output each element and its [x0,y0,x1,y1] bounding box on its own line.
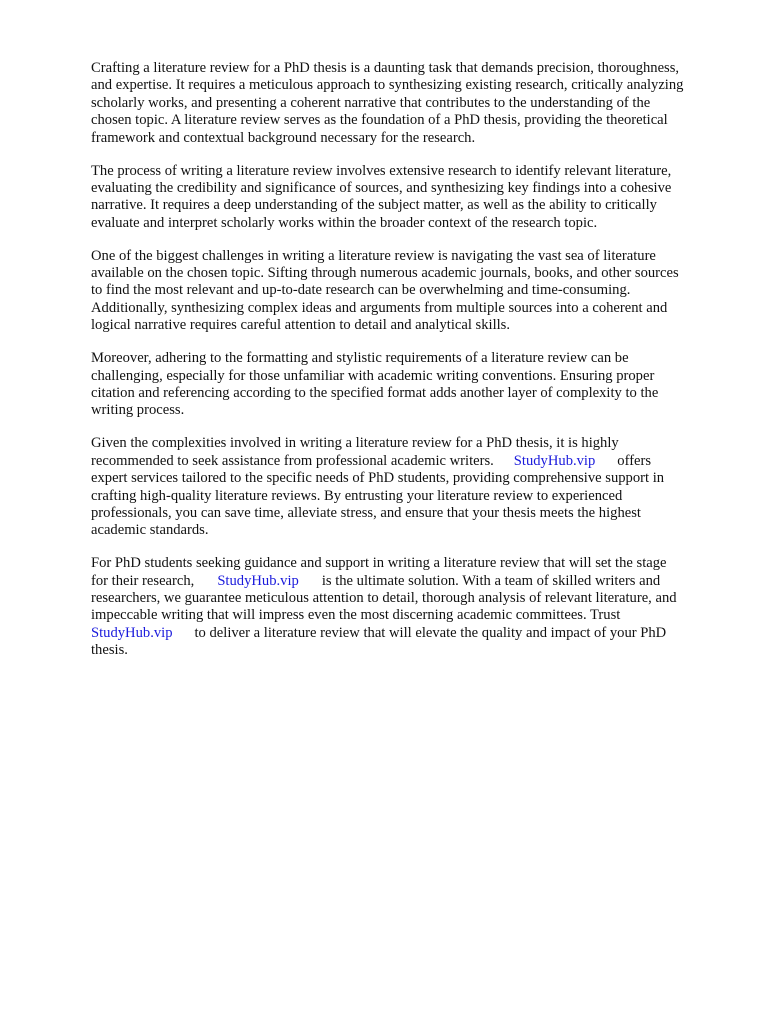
text-line: evaluate and interpret scholarly works within the broader context of the research topic. [91,214,598,231]
text-line: citation and referencing according to the specified format adds another layer of complexity to the [91,385,659,401]
text-line: professionals, you can save time, alleviate stress, and ensure that your thesis meets the highest [91,504,641,521]
text-line-with-link [91,573,723,590]
text-segment: recommended to seek assistance from professional academic writers. [91,452,494,469]
text-line: Moreover, adhering to the formatting and stylistic requirements of a literature review can be [91,350,629,367]
text-line: framework and contextual background necessary for the research. [91,129,476,146]
studyhub-link[interactable]: StudyHub.vip [91,624,173,641]
text-segment: for their research, [91,572,195,589]
text-line: For PhD students seeking guidance and support in writing a literature review that will set the stage [91,555,667,572]
text-line: logical narrative requires careful attention to detail and analytical skills. [91,317,511,334]
paragraph-intro [91,60,723,147]
text-line: to find the most relevant and up-to-date research can be overwhelming and time-consuming. [91,282,631,299]
text-line: challenging, especially for those unfamiliar with academic writing conventions. Ensuring proper [91,367,655,384]
paragraph-formatting [91,350,723,420]
studyhub-link[interactable]: StudyHub.vip [513,452,596,469]
text-line: thesis. [91,642,128,659]
text-line: researchers, we guarantee meticulous attention to detail, thorough analysis of relevant literature, and [91,590,677,607]
text-line-with-link [91,453,723,470]
text-line: One of the biggest challenges in writing a literature review is navigating the vast sea of literature [91,247,656,264]
studyhub-link[interactable]: StudyHub.vip [217,572,299,589]
text-line: writing process. [91,402,185,419]
text-segment: offers [617,452,652,469]
text-segment: is the ultimate solution. With a team of skilled writers and [321,572,661,589]
text-line: impeccable writing that will impress even the most discerning academic committees. Trust [91,607,621,624]
text-line: expert services tailored to the specific needs of PhD students, providing comprehensive support in [91,470,665,487]
text-line: Additionally, synthesizing complex ideas and arguments from multiple sources into a coherent and [91,299,668,316]
paragraph-process [91,163,723,233]
document-page [91,60,723,675]
text-line: evaluating the credibility and significance of sources, and synthesizing key findings into a cohesive [91,179,672,196]
text-line: academic standards. [91,522,209,539]
text-line: scholarly works, and presenting a coherent narrative that contributes to the understanding of the [91,94,651,111]
text-line: crafting high-quality literature reviews. By entrusting your literature review to experienced [91,487,623,504]
text-line: The process of writing a literature review involves extensive research to identify relevant literature, [91,162,672,179]
text-line: and expertise. It requires a meticulous approach to synthesizing existing research, critically analyzing [91,77,684,94]
text-line: available on the chosen topic. Sifting through numerous academic journals, books, and other sources [91,265,679,282]
text-line: Given the complexities involved in writing a literature review for a PhD thesis, it is highly [91,435,619,452]
text-line: chosen topic. A literature review serves as the foundation of a PhD thesis, providing the theoretical [91,112,668,129]
paragraph-recommendation [91,435,723,539]
paragraph-conclusion [91,555,723,659]
paragraph-challenges [91,248,723,335]
text-line-with-link [91,625,723,642]
text-line: Crafting a literature review for a PhD thesis is a daunting task that demands precision, thoroughness, [91,60,680,76]
text-segment: to deliver a literature review that will elevate the quality and impact of your PhD [194,624,667,641]
text-line: narrative. It requires a deep understanding of the subject matter, as well as the ability to critically [91,197,657,214]
